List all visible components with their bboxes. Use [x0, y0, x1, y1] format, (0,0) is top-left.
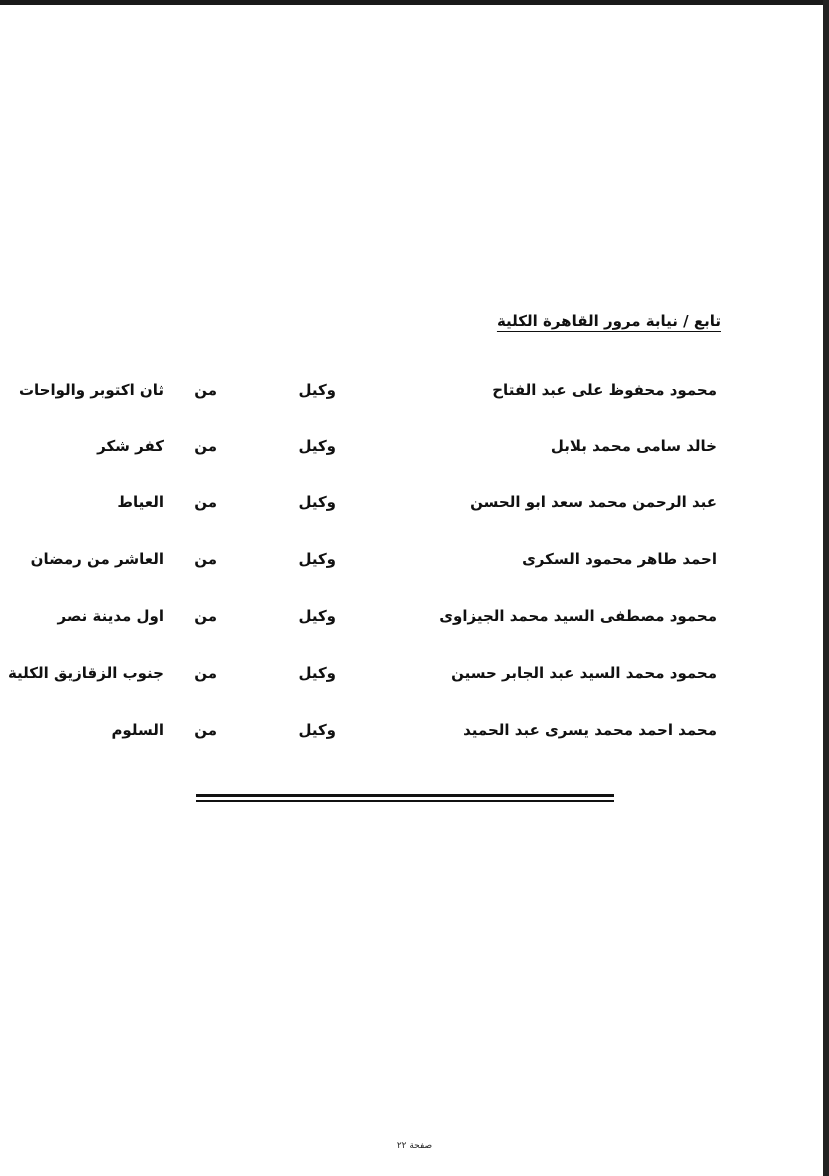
person-name: محمود محمد السيد عبد الجابر حسين — [451, 664, 717, 682]
from-label: من — [194, 550, 217, 568]
list-item — [0, 493, 829, 523]
from-label: من — [194, 664, 217, 682]
origin-office: السلوم — [111, 721, 164, 739]
position-title: وكيل — [298, 493, 336, 511]
origin-office: اول مدينة نصر — [57, 607, 164, 625]
person-name: محمود مصطفى السيد محمد الجيزاوى — [439, 607, 717, 625]
position-title: وكيل — [298, 550, 336, 568]
person-name: محمد احمد محمد يسرى عبد الحميد — [463, 721, 717, 739]
scan-edge-right — [823, 0, 829, 1176]
position-title: وكيل — [298, 664, 336, 682]
from-label: من — [194, 493, 217, 511]
person-name: محمود محفوظ على عبد الفتاح — [492, 381, 717, 399]
page-number: صفحة ٢٢ — [396, 1141, 433, 1151]
position-title: وكيل — [298, 607, 336, 625]
from-label: من — [194, 381, 217, 399]
position-title: وكيل — [298, 381, 336, 399]
list-item — [0, 437, 829, 467]
list-item — [0, 550, 829, 580]
position-title: وكيل — [298, 437, 336, 455]
origin-office: العاشر من رمضان — [30, 550, 164, 568]
list-item — [0, 381, 829, 411]
section-divider-bottom — [196, 800, 614, 802]
from-label: من — [194, 437, 217, 455]
section-divider-top — [196, 794, 614, 797]
position-title: وكيل — [298, 721, 336, 739]
person-name: احمد طاهر محمود السكرى — [522, 550, 717, 568]
origin-office: العياط — [117, 493, 164, 511]
scan-edge-top — [0, 0, 829, 5]
origin-office: جنوب الزقازيق الكلية — [7, 664, 164, 682]
list-item — [0, 607, 829, 637]
person-name: عبد الرحمن محمد سعد ابو الحسن — [470, 493, 717, 511]
list-item — [0, 664, 829, 694]
origin-office: كفر شكر — [97, 437, 164, 455]
list-item — [0, 721, 829, 751]
from-label: من — [194, 607, 217, 625]
person-name: خالد سامى محمد بلابل — [550, 437, 717, 455]
section-heading: تابع / نيابة مرور القاهرة الكلية — [496, 312, 721, 330]
from-label: من — [194, 721, 217, 739]
origin-office: ثان اكتوبر والواحات — [18, 381, 164, 399]
